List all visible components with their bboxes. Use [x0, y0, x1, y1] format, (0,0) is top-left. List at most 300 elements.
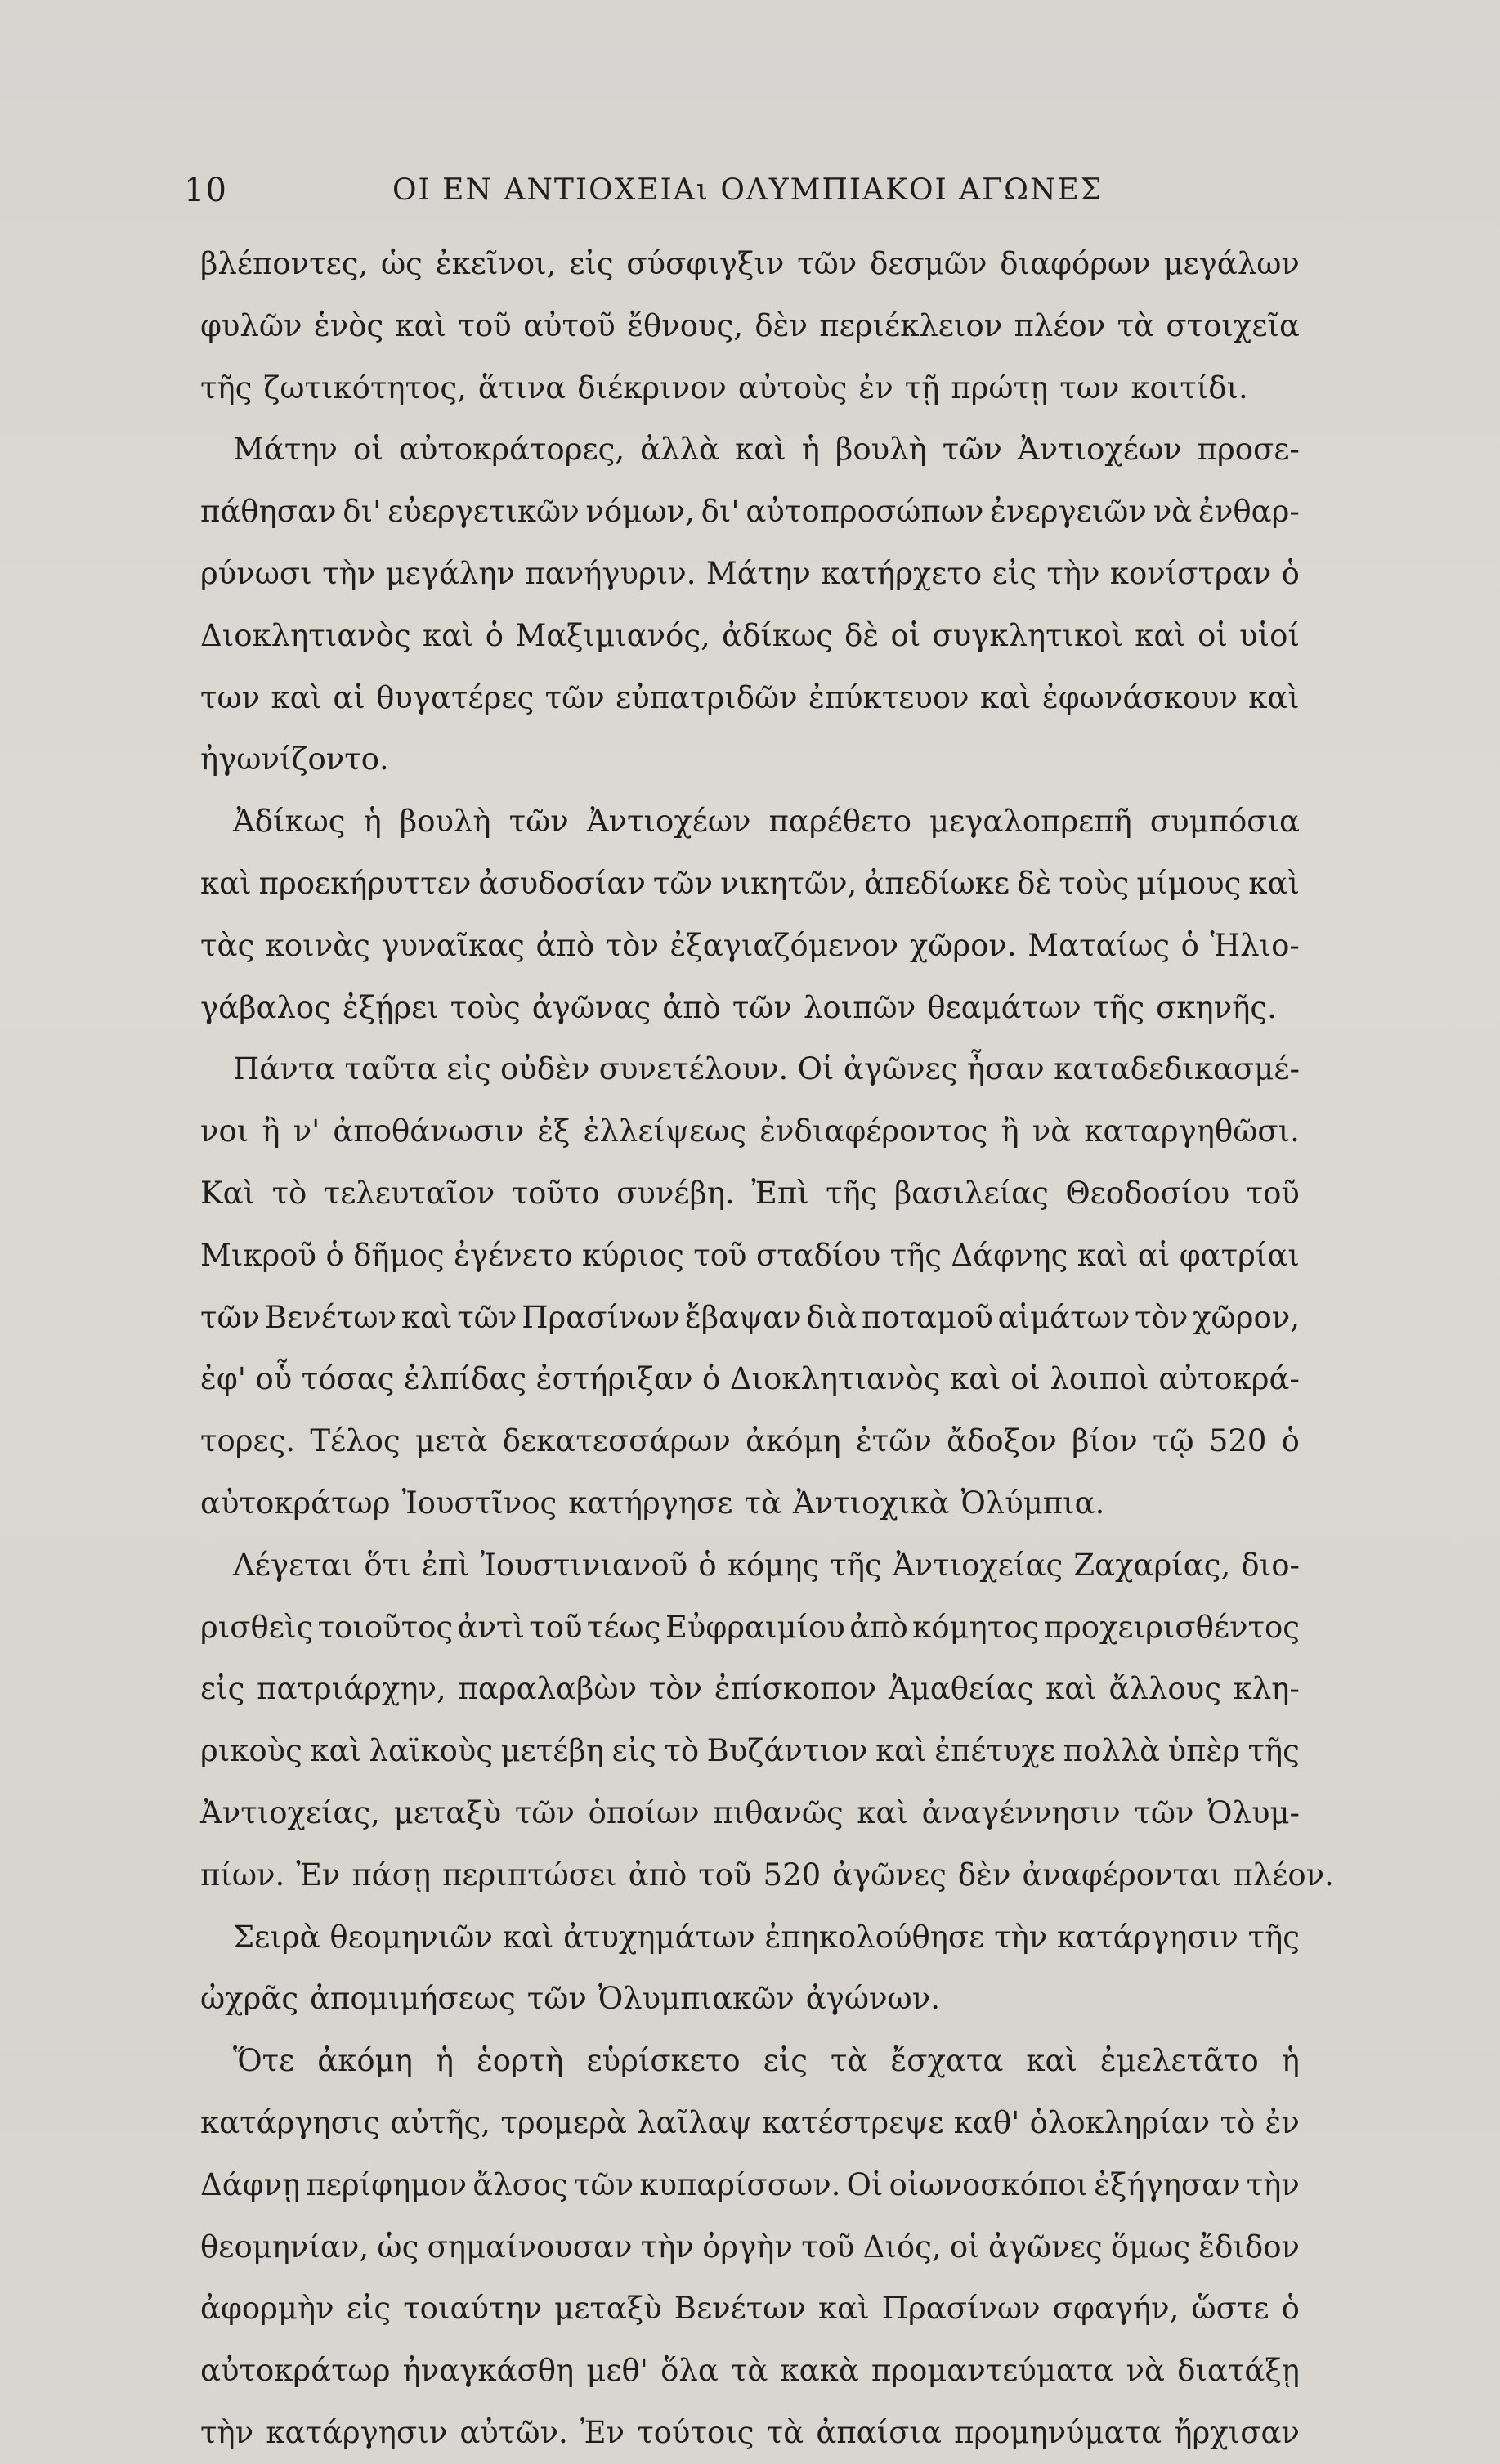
word: τὸν: [605, 927, 659, 963]
word: ἔδιδον: [1198, 2229, 1300, 2265]
word: τὴν: [1046, 555, 1100, 591]
text-line: [200, 2030, 1300, 2092]
word: βλέποντες,: [200, 246, 369, 281]
text-line: [200, 1720, 1300, 1782]
word: εἰς: [992, 555, 1037, 591]
word: διὰ: [806, 1299, 857, 1335]
text-line: [200, 1844, 1334, 1906]
word: ἀγώνων.: [805, 1981, 940, 2017]
word: περιέκλειον: [819, 307, 1003, 343]
word: περίφημον: [306, 2166, 468, 2202]
word: μετέβη: [500, 1733, 604, 1769]
word: τῶν: [942, 432, 1002, 468]
word: ἔθνους,: [627, 307, 743, 343]
text-line: [200, 1410, 1300, 1472]
word: τὸν: [1135, 1299, 1189, 1335]
word: νικητῶν,: [720, 865, 857, 901]
word: ἠγωνίζοντο.: [200, 741, 389, 777]
word: ἐνθαρ-: [1198, 494, 1300, 530]
word: ὀργὴν: [702, 2229, 793, 2265]
word: κοιτίδι.: [1131, 370, 1248, 405]
word: προεκήρυττεν: [258, 865, 472, 901]
word: νὰ: [1126, 2353, 1166, 2389]
word: πολλὰ: [1063, 1733, 1161, 1769]
word: ἐπηκολούθησε: [764, 1919, 985, 1955]
word: τοῦτο: [511, 1175, 600, 1211]
word: σταδίου: [755, 1237, 881, 1273]
word: ἀδίκως: [722, 617, 833, 653]
text-line: [200, 1658, 1300, 1720]
word: Ἐν: [580, 2414, 625, 2450]
text-line: [200, 295, 1300, 357]
word: τῶν: [457, 1299, 517, 1335]
word: ποταμοῦ: [861, 1299, 993, 1335]
word: φυλῶν: [200, 307, 302, 343]
word: τὸ: [271, 1175, 307, 1211]
word: ἐπίσκοπον: [714, 1671, 877, 1707]
word: ὁλοκληρίαν: [1029, 2104, 1211, 2140]
word: καὶ: [401, 1299, 453, 1335]
word: πανήγυριν.: [525, 555, 696, 591]
word: μεγαλοπρεπῆ: [929, 804, 1132, 840]
text-line: [200, 1100, 1300, 1163]
word: ἀπὸ: [662, 989, 721, 1025]
text-line: [200, 1348, 1300, 1410]
word: συμπόσια: [1149, 804, 1300, 840]
word: υἱοί: [1239, 617, 1300, 653]
text-line: [200, 1968, 1300, 2030]
word: κόμητος: [912, 1609, 1040, 1645]
word: ἀντὶ: [457, 1609, 525, 1645]
word: παρέθετο: [768, 804, 911, 840]
word: τῶν: [200, 1299, 261, 1335]
word: ἐστήριξαν: [535, 1361, 693, 1397]
word: μεθ': [586, 2353, 648, 2389]
word: τῆς: [830, 1547, 882, 1583]
word: τῶν: [526, 1981, 587, 2017]
word: προσε-: [1197, 432, 1300, 468]
word: ἀσυδοσίαν: [478, 865, 646, 901]
word: δὲν: [957, 1857, 1011, 1893]
word: Πάντα: [233, 1051, 336, 1087]
word: Οἱ: [797, 1051, 835, 1087]
word: χῶρον,: [1193, 1299, 1300, 1335]
word: ἀπὸ: [535, 927, 595, 963]
word: ἀγῶνες: [987, 2229, 1103, 2265]
text-line: [200, 1472, 1300, 1534]
word: τὸ: [1220, 2104, 1256, 2140]
word: τῶν: [508, 804, 569, 840]
word: ζωτικότητος,: [263, 370, 467, 405]
word: Δάφνης: [951, 1237, 1068, 1273]
word: λοιπῶν: [803, 989, 916, 1025]
running-title: ΟΙ ΕΝ ΑΝΤΙΟΧΕΙΑι ΟΛΥΜΠΙΑΚΟΙ ΑΓΩΝΕΣ: [392, 173, 1104, 207]
word: ἐπέτυχε: [934, 1733, 1056, 1769]
word: Ἀντιοχέων: [586, 804, 751, 840]
word: καὶ: [395, 307, 447, 343]
word: θεομηνιῶν: [329, 1919, 493, 1955]
word: ἡ: [1281, 2043, 1300, 2079]
word: συγκλητικοὶ: [932, 617, 1124, 653]
word: ἡ: [801, 432, 820, 468]
word: προμαντεύματα: [871, 2353, 1114, 2389]
word: ὁ: [1180, 927, 1199, 963]
word: οἱ: [890, 617, 921, 653]
word: Εὐφραιμίου: [665, 1609, 845, 1645]
word: ἀλλὰ: [640, 432, 720, 468]
word: ν': [293, 1113, 320, 1149]
word: τῶν: [732, 989, 792, 1025]
word: διέκρινον: [577, 370, 727, 405]
word: ἐλλείψεως: [583, 1113, 747, 1149]
word: γυναῖκας: [381, 927, 525, 963]
word: ἀναγέννησιν: [921, 1794, 1121, 1830]
text-line: [200, 1287, 1300, 1349]
word: κυπαρίσσων.: [639, 2166, 841, 2202]
word: κατάργησις: [200, 2104, 381, 2140]
word: κονίστραν: [1109, 555, 1272, 591]
word: οἱ: [949, 2229, 980, 2265]
word: ὥστε: [1191, 2291, 1269, 2327]
word: πλέον: [1014, 307, 1106, 343]
word: ἀπαίσια: [816, 2414, 942, 2450]
word: διο-: [1241, 1547, 1300, 1583]
word: ἢ: [1001, 1113, 1019, 1149]
word: Μάτην: [233, 432, 338, 468]
word: δὲν: [754, 307, 808, 343]
word: καὶ: [1026, 2043, 1077, 2079]
text-line: [200, 2278, 1300, 2340]
word: ταῦτα: [344, 1051, 437, 1087]
word: σύσφιγξιν: [626, 246, 785, 281]
word: καὶ: [1135, 617, 1186, 653]
word: κακὰ: [780, 2353, 859, 2389]
word: Ἀντιοχείας: [892, 1547, 1063, 1583]
word: τὰ: [1117, 307, 1155, 343]
word: Ματαίως: [1028, 927, 1170, 963]
word: καὶ: [857, 1794, 908, 1830]
word: ὁ: [485, 617, 504, 653]
word: ὅτι: [364, 1547, 411, 1583]
word: ἤρχισαν: [1174, 2414, 1300, 2450]
word: ἀγῶνες: [843, 1051, 958, 1087]
text-line: [200, 1597, 1300, 1659]
word: ἄλλους: [1108, 1671, 1221, 1707]
word: νὰ: [1153, 494, 1193, 530]
word: τῇ: [904, 370, 940, 405]
word: τῆς: [200, 370, 253, 405]
word: θεομηνίαν,: [200, 2229, 369, 2265]
word: ἑορτὴ: [476, 2043, 564, 2079]
word: ἐγένετο: [454, 1237, 573, 1273]
word: καταδεδικασμέ-: [1054, 1051, 1300, 1087]
word: τοῦ: [698, 1857, 752, 1893]
word: ἐξαγιαζόμενον: [669, 927, 899, 963]
word: Ἀδίκως: [233, 804, 346, 840]
word: αἱμάτων: [997, 1299, 1131, 1335]
word: εὐπατριδῶν: [616, 679, 798, 715]
word: νόμων,: [585, 494, 695, 530]
word: ἡ: [435, 2043, 454, 2079]
word: ἐλπίδας: [403, 1361, 527, 1397]
word: ὁ: [1281, 2291, 1300, 2327]
word: κύριος: [582, 1237, 684, 1273]
word: καὶ: [310, 1733, 361, 1769]
word: ἐνδιαφέροντος: [759, 1113, 988, 1149]
word: τὴν: [322, 555, 376, 591]
word: ἔβαψαν: [684, 1299, 802, 1335]
text-line: [200, 1163, 1300, 1225]
word: περιπτώσει: [442, 1857, 617, 1893]
word: ἀφορμὴν: [200, 2291, 334, 2327]
word: προμηνύματα: [954, 2414, 1162, 2450]
word: τὰ: [766, 2414, 804, 2450]
word: Ἀντιοχικὰ: [792, 1485, 950, 1521]
word: ἐπύκτευον: [808, 679, 969, 715]
word: παραλαβὼν: [458, 1671, 638, 1707]
text-line: [200, 1225, 1300, 1287]
word: Ἰουστινιανοῦ: [480, 1547, 688, 1583]
word: κατήρχετο: [821, 555, 983, 591]
word: λαῖλαψ: [637, 2104, 752, 2140]
word: σφαγήν,: [1052, 2291, 1180, 2327]
word: Ἐν: [296, 1857, 341, 1893]
word: εἰς: [569, 246, 614, 281]
word: εὑρίσκετο: [586, 2043, 741, 2079]
word: ἡ: [363, 804, 382, 840]
word: καὶ: [1248, 865, 1300, 901]
word: Ὀλύμπια.: [960, 1485, 1105, 1521]
word: Οἱ: [846, 2166, 884, 2202]
word: διατάξῃ: [1177, 2353, 1300, 2389]
word: Ἀμαθείας: [889, 1671, 1034, 1707]
page-number: 10: [184, 172, 227, 209]
word: ἀτυχημάτων: [563, 1919, 755, 1955]
word: λαϊκοὺς: [369, 1733, 494, 1769]
word: ὅλα: [660, 2353, 719, 2389]
word: βίον: [1072, 1423, 1138, 1459]
word: τοῦ: [458, 307, 512, 343]
word: Μικροῦ: [200, 1237, 317, 1273]
word: ρισθεὶς: [200, 1609, 314, 1645]
word: ὅμως: [1110, 2229, 1191, 2265]
word: τόσας: [301, 1361, 395, 1397]
word: οἱ: [353, 432, 383, 468]
word: εὐεργετικῶν: [387, 494, 580, 530]
word: αὐτοῦ: [523, 307, 616, 343]
word: ὠχρᾶς: [200, 1981, 299, 2017]
word: ἀπὸ: [849, 1609, 908, 1645]
word: καταργηθῶσι.: [1084, 1113, 1300, 1149]
word: αὐτοκράτωρ: [200, 1485, 391, 1521]
word: μεγάλην: [385, 555, 516, 591]
word: ἀπεδίωκε: [864, 865, 1010, 901]
word: τρομερὰ: [500, 2104, 627, 2140]
word: τοῦ: [693, 1237, 747, 1273]
word: κατήργησε: [568, 1485, 733, 1521]
word: ἀκόμη: [746, 1423, 841, 1459]
text-line: [200, 728, 1300, 791]
word: τοὺς: [1059, 865, 1130, 901]
word: ἐξῄρει: [342, 989, 439, 1025]
word: συνέβη.: [616, 1175, 735, 1211]
word: Διοκλητιανὸς: [729, 1361, 941, 1397]
word: τὴν: [994, 1919, 1048, 1955]
word: ὁ: [1281, 1423, 1300, 1459]
word: ἀπομιμήσεως: [310, 1981, 516, 2017]
word: τὰς: [200, 927, 255, 963]
text-line: [200, 1906, 1300, 1969]
text-line: [200, 2092, 1300, 2154]
word: Ὅτε: [233, 2043, 295, 2079]
word: ἐνεργειῶν: [990, 494, 1147, 530]
word: καὶ: [1248, 679, 1300, 715]
word: ὡς: [381, 246, 423, 281]
word: ἐμελετᾶτο: [1099, 2043, 1259, 2079]
word: συνετέλουν.: [598, 1051, 789, 1087]
word: καὶ: [1046, 1671, 1097, 1707]
text-line: [200, 2216, 1300, 2278]
word: των: [1059, 370, 1120, 405]
word: ἄλσος: [472, 2166, 568, 2202]
word: ἐτῶν: [855, 1423, 932, 1459]
word: 520: [1208, 1423, 1267, 1459]
word: πλέον.: [1233, 1857, 1334, 1893]
word: ἐκεῖνοι,: [435, 246, 557, 281]
word: καὶ: [818, 2291, 870, 2327]
word: ρύνωσι: [200, 555, 312, 591]
word: κατέστρεψε: [761, 2104, 944, 2140]
word: ἠναγκάσθη: [402, 2353, 575, 2389]
word: αἱ: [1137, 1237, 1171, 1273]
word: νοι: [200, 1113, 249, 1149]
word: αὐτῶν.: [459, 2414, 568, 2450]
word: καὶ: [979, 679, 1032, 715]
word: καὶ: [875, 1733, 927, 1769]
word: πάθησαν: [200, 494, 337, 530]
word: διαφόρων: [1000, 246, 1151, 281]
word: Πρασίνων: [522, 1299, 681, 1335]
word: καθ': [953, 2104, 1020, 2140]
word: εἰς: [346, 2291, 392, 2327]
word: Θεοδοσίου: [1065, 1175, 1230, 1211]
word: Ὀλυμπιακῶν: [598, 1981, 795, 2017]
word: τούτοις: [637, 2414, 754, 2450]
word: τὰ: [744, 1485, 781, 1521]
word: οἰωνοσκόποι: [889, 2166, 1089, 2202]
word: κοινὰς: [265, 927, 370, 963]
page-header: [184, 172, 1296, 221]
word: τὰ: [830, 2043, 868, 2079]
body-text: [200, 233, 1334, 2464]
word: τέως: [586, 1609, 661, 1645]
word: τῶν: [544, 679, 605, 715]
word: στοιχεῖα: [1166, 307, 1300, 343]
word: ἀναφέρονται: [1022, 1857, 1222, 1893]
word: Δάφνῃ: [200, 2166, 301, 2202]
word: εἰς: [200, 1671, 245, 1707]
word: τελευταῖον: [323, 1175, 495, 1211]
word: μετὰ: [414, 1423, 488, 1459]
word: θεαμάτων: [927, 989, 1081, 1025]
word: τὸν: [648, 1671, 703, 1707]
word: ἀπὸ: [628, 1857, 687, 1893]
word: ἔσχατα: [890, 2043, 1004, 2079]
word: Πρασίνων: [881, 2291, 1041, 2327]
word: τῆς: [1247, 1919, 1300, 1955]
word: τὸ: [664, 1733, 700, 1769]
word: ἀγῶνες: [832, 1857, 947, 1893]
text-line: [200, 605, 1300, 667]
word: εἰς: [763, 2043, 808, 2079]
word: ἐφωνάσκουν: [1041, 679, 1238, 715]
word: πρώτῃ: [951, 370, 1049, 405]
word: χῶρον.: [909, 927, 1017, 963]
word: τὰ: [730, 2353, 768, 2389]
word: ἅτινα: [477, 370, 566, 405]
text-line: [200, 1782, 1300, 1844]
word: κατάργησιν: [266, 2414, 448, 2450]
word: θυγατέρες: [376, 679, 535, 715]
word: καὶ: [422, 617, 474, 653]
word: τοὺς: [450, 989, 521, 1025]
word: τοιαύτην: [403, 2291, 543, 2327]
word: βασιλείας: [893, 1175, 1049, 1211]
word: δεσμῶν: [870, 246, 987, 281]
word: ὁποίων: [588, 1794, 700, 1830]
word: Ἀντιοχέων: [1017, 432, 1182, 468]
word: ὑπὲρ: [1167, 1733, 1241, 1769]
word: ἐν: [1265, 2104, 1300, 2140]
word: ὁ: [702, 1361, 721, 1397]
text-line: [200, 1534, 1300, 1597]
word: καὶ: [200, 865, 252, 901]
word: ὡς: [377, 2229, 419, 2265]
word: τὴν: [640, 2229, 694, 2265]
word: βουλὴ: [835, 432, 927, 468]
word: τῶν: [797, 246, 857, 281]
word: δι': [343, 494, 382, 530]
word: νὰ: [1032, 1113, 1072, 1149]
word: καὶ: [735, 432, 786, 468]
text-line: [200, 977, 1300, 1039]
word: σημαίνουσαν: [427, 2229, 633, 2265]
word: καὶ: [1077, 1237, 1129, 1273]
word: δὲ: [1017, 865, 1052, 901]
word: τῶν: [1134, 1794, 1194, 1830]
word: Ὀλυμ-: [1207, 1794, 1300, 1830]
word: Διοκλητιανὸς: [200, 617, 411, 653]
word: ρικοὺς: [200, 1733, 302, 1769]
text-line: [200, 915, 1300, 977]
word: Μάτην: [705, 555, 811, 591]
word: πίων.: [200, 1857, 285, 1893]
word: Διός,: [862, 2229, 942, 2265]
word: εἰς: [611, 1733, 656, 1769]
text-line: [200, 543, 1300, 605]
word: μεταξὺ: [554, 2291, 662, 2327]
text-line: [200, 481, 1300, 543]
word: οἱ: [1010, 1361, 1041, 1397]
word: οὐδὲν: [500, 1051, 590, 1087]
word: λοιποὶ: [1050, 1361, 1149, 1397]
word: ἄδοξον: [947, 1423, 1057, 1459]
word: βουλὴ: [399, 804, 491, 840]
word: τοῦ: [801, 2229, 855, 2265]
word: ἀκόμη: [317, 2043, 413, 2079]
word: τορες.: [200, 1423, 296, 1459]
text-line: [200, 853, 1300, 915]
